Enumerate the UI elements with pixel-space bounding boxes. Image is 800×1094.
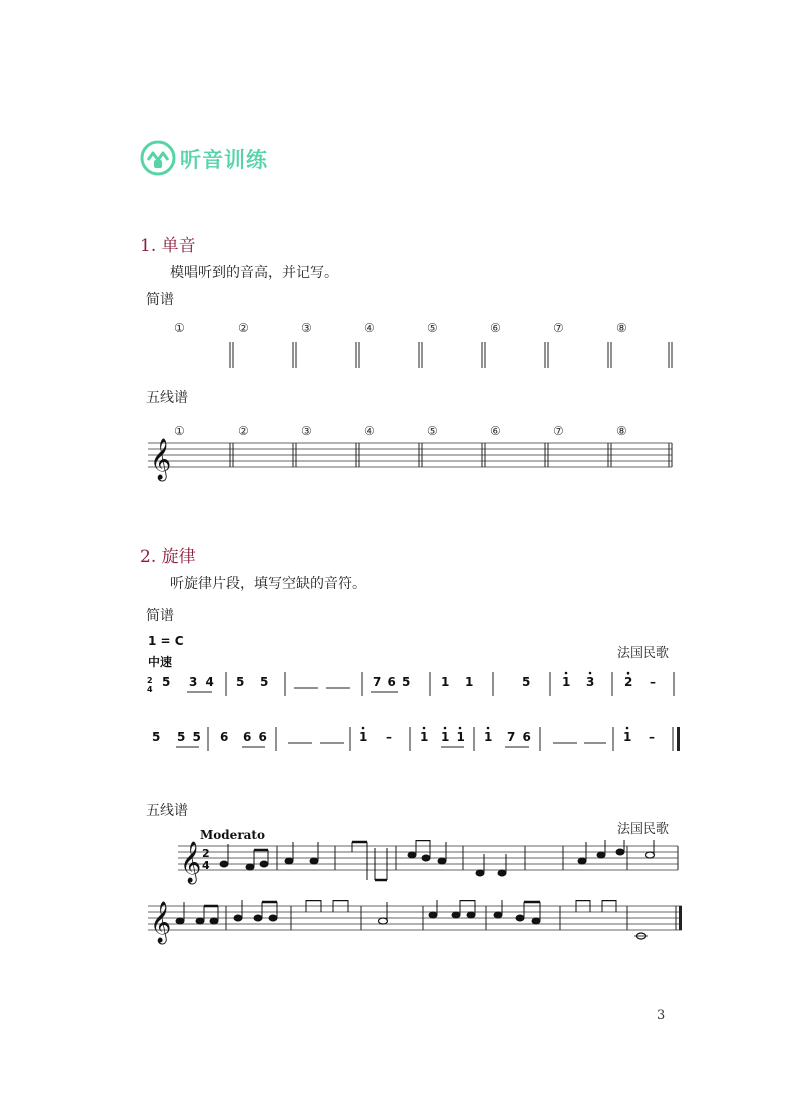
slot-number: ④ [364, 321, 375, 335]
section2-staff-label: 五线谱 [146, 803, 188, 819]
note [254, 915, 262, 921]
section2-instruction: 听旋律片段，填写空缺的音符。 [170, 576, 366, 592]
jianpu-note: 5 [522, 675, 531, 689]
jianpu-note: 1 [465, 675, 474, 689]
jianpu-note: 6 [220, 730, 229, 744]
note [516, 915, 524, 921]
time-signature-top: 2 [202, 847, 210, 860]
note [467, 912, 475, 918]
note [196, 918, 204, 924]
jianpu-note: 1 [441, 675, 450, 689]
jianpu-note: 1 [623, 730, 632, 744]
jianpu-note: – [650, 675, 656, 689]
note [260, 861, 268, 867]
jianpu-note: – [649, 730, 655, 744]
section1-jianpu-label: 简谱 [146, 292, 174, 308]
note [285, 858, 293, 864]
slot-number: ⑦ [553, 424, 564, 438]
slot-number: ③ [301, 424, 312, 438]
octave-dot [487, 727, 490, 730]
note [494, 912, 502, 918]
section1-heading: 1. 单音 [140, 236, 196, 256]
section2-heading: 2. 旋律 [140, 547, 196, 567]
note [532, 918, 540, 924]
octave-dot [626, 727, 629, 730]
jianpu-note: 1 [420, 730, 429, 744]
jianpu-note: 1 1 [441, 730, 465, 744]
note [498, 870, 506, 876]
slot-number: ⑦ [553, 321, 564, 335]
jianpu-note: 2 [624, 675, 633, 689]
octave-dot [444, 727, 447, 730]
staff-tempo: Moderato [200, 828, 265, 842]
note [597, 852, 605, 858]
note [234, 915, 242, 921]
jianpu-note: 1 [484, 730, 493, 744]
slot-number: ⑥ [490, 424, 501, 438]
melody-staff-1 [0, 840, 800, 890]
slot-number: ⑤ [427, 321, 438, 335]
time-signature-bottom: 4 [202, 859, 210, 872]
note [429, 912, 437, 918]
treble-clef-icon: 𝄞 [150, 439, 172, 480]
section2-jianpu-label: 简谱 [146, 608, 174, 624]
slot-number: ⑧ [616, 321, 627, 335]
section1-staff-label: 五线谱 [146, 390, 188, 406]
slot-number: ① [174, 321, 185, 335]
note [246, 864, 254, 870]
banner [140, 140, 340, 178]
jianpu-note: 5 [152, 730, 161, 744]
note [269, 915, 277, 921]
octave-dot [362, 727, 365, 730]
slot-number: ⑥ [490, 321, 501, 335]
jianpu-note: 3 4 [189, 675, 214, 689]
note [408, 852, 416, 858]
time-signature-bottom: 4 [147, 685, 153, 694]
slot-number: ② [238, 424, 249, 438]
jianpu-note: 5 [260, 675, 269, 689]
octave-dot [423, 727, 426, 730]
half-note [379, 918, 388, 924]
octave-dot [627, 672, 630, 675]
jianpu-note: 5 [236, 675, 245, 689]
jianpu-note: 7 6 5 [373, 675, 411, 689]
slot-number: ④ [364, 424, 375, 438]
note [176, 918, 184, 924]
note [578, 858, 586, 864]
time-signature-top: 2 [147, 676, 153, 685]
jianpu-note: 1 [562, 675, 571, 689]
slot-number: ⑧ [616, 424, 627, 438]
jianpu-note: 5 [162, 675, 171, 689]
octave-dot [459, 727, 462, 730]
treble-clef-icon: 𝄞 [150, 902, 172, 943]
note [310, 858, 318, 864]
jianpu-tempo: 中速 [148, 655, 173, 669]
note [210, 918, 218, 924]
headphone-logo-icon [140, 140, 176, 176]
jianpu-note: 3 [586, 675, 595, 689]
note [438, 858, 446, 864]
note [220, 861, 228, 867]
staff-origin: 法国民歌 [617, 822, 670, 837]
slot-number: ① [174, 424, 185, 438]
octave-dot [589, 672, 592, 675]
jianpu-slot-barlines [0, 342, 800, 372]
jianpu-origin: 法国民歌 [617, 646, 670, 661]
jianpu-key: 1 = C [148, 634, 184, 648]
jianpu-note: 6 6 [243, 730, 267, 744]
jianpu-note: – [386, 730, 392, 744]
page-number: 3 [657, 1008, 666, 1023]
jianpu-note: 7 6 [507, 730, 531, 744]
slot-number: ⑤ [427, 424, 438, 438]
jianpu-note: 1 [359, 730, 368, 744]
treble-clef-icon: 𝄞 [180, 842, 202, 883]
note [452, 912, 460, 918]
slot-number: ③ [301, 321, 312, 335]
melody-staff-2 [0, 900, 800, 950]
half-note [646, 852, 655, 858]
section1-staff [0, 435, 800, 495]
section1-instruction: 模唱听到的音高，并记写。 [170, 265, 338, 281]
slot-number: ② [238, 321, 249, 335]
banner-title: 听音训练 [180, 148, 268, 172]
note [422, 855, 430, 861]
jianpu-note: 5 5 [177, 730, 201, 744]
jianpu-melody-row2 [0, 725, 800, 757]
note [616, 849, 624, 855]
note [476, 870, 484, 876]
octave-dot [565, 672, 568, 675]
